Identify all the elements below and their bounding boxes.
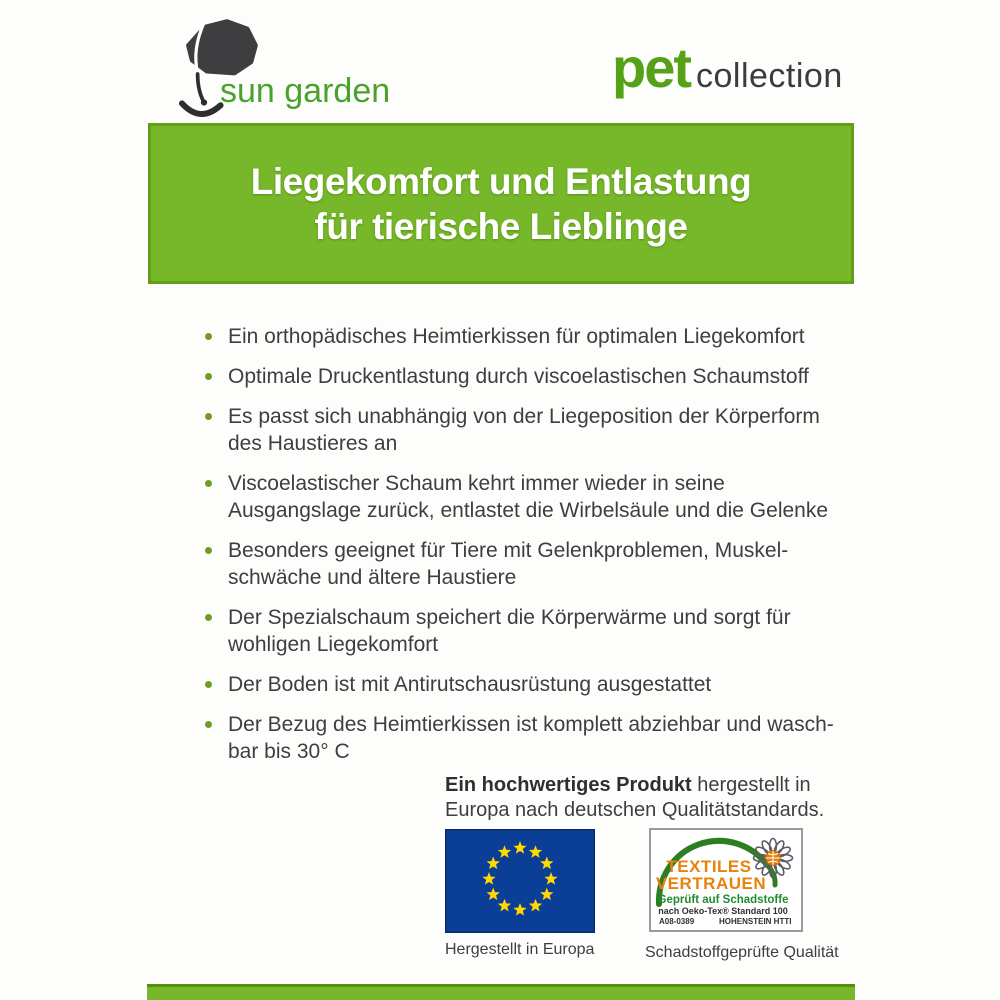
bullet-icon [205,681,212,688]
oeko-line5a: A08-0389 [659,917,695,926]
list-item [205,604,845,658]
list-item [205,363,845,390]
list-item [205,671,845,698]
headline-line1: Liegekomfort und Entlastung [250,160,752,202]
bullet-text: Es passt sich unabhängig von der Liegeposition der Körperform des Haustieres an [228,405,820,455]
bullet-text: Optimale Druckentlastung durch viscoelastischen Schaumstoff [228,365,809,388]
bullet-text: Besonders geeignet für Tiere mit Gelenkproblemen, Muskel- schwäche und ältere Haustiere [228,539,789,589]
bullet-icon [205,333,212,340]
collection-logo-text: collection [696,57,843,95]
oeko-line3: Geprüft auf Schadstoffe [657,894,789,906]
bullet-icon [205,480,212,487]
list-item [205,323,845,350]
list-item [205,537,845,591]
list-item [205,403,845,457]
bullet-text: Der Spezialschaum speichert die Körperwärme und sorgt für wohligen Liegekomfort [228,606,791,656]
quality-statement [445,773,855,823]
headline-line2: für tierische Lieblinge [314,205,688,247]
oeko-tex-caption: Schadstoffgeprüfte Qualität [645,944,839,961]
quality-statement-rest: hergestellt in Europa nach deutschen Qualitätstandards. [445,774,825,821]
bullet-text: Ein orthopädisches Heimtierkissen für optimalen Liegekomfort [228,325,805,348]
bullet-text: Der Boden ist mit Antirutschausrüstung ausgestattet [228,673,712,696]
bullet-icon [205,721,212,728]
eu-flag [445,829,595,933]
feature-list [205,323,845,778]
brand-logo [168,14,398,118]
oeko-line4: nach Oeko-Tex® Standard 100 [658,906,788,916]
bullet-icon [205,614,212,621]
oeko-line5b: HOHENSTEIN HTTI [719,917,792,926]
eu-flag-caption: Hergestellt in Europa [445,941,595,958]
list-item [205,470,845,524]
oeko-line1: TEXTILES [666,857,752,876]
headline-banner [148,123,854,284]
bullet-text: Viscoelastischer Schaum kehrt immer wieder in seine Ausgangslage zurück, entlastet die Wirbelsäule und die Gelenke [228,472,829,522]
bullet-icon [205,413,212,420]
list-item [205,711,845,765]
collection-logo-pet: pet [612,36,690,99]
bottom-accent-bar [147,984,855,1000]
bullet-text: Der Bezug des Heimtierkissen ist komplett abziehbar und wasch- bar bis 30° C [228,713,834,763]
quality-statement-bold: Ein hochwertiges Produkt [445,774,692,796]
brand-name: sun garden [220,72,391,110]
bullet-icon [205,373,212,380]
bullet-icon [205,547,212,554]
oeko-tex-label [649,828,803,932]
collection-logo [612,36,852,110]
oeko-line2: VERTRAUEN [655,874,767,893]
